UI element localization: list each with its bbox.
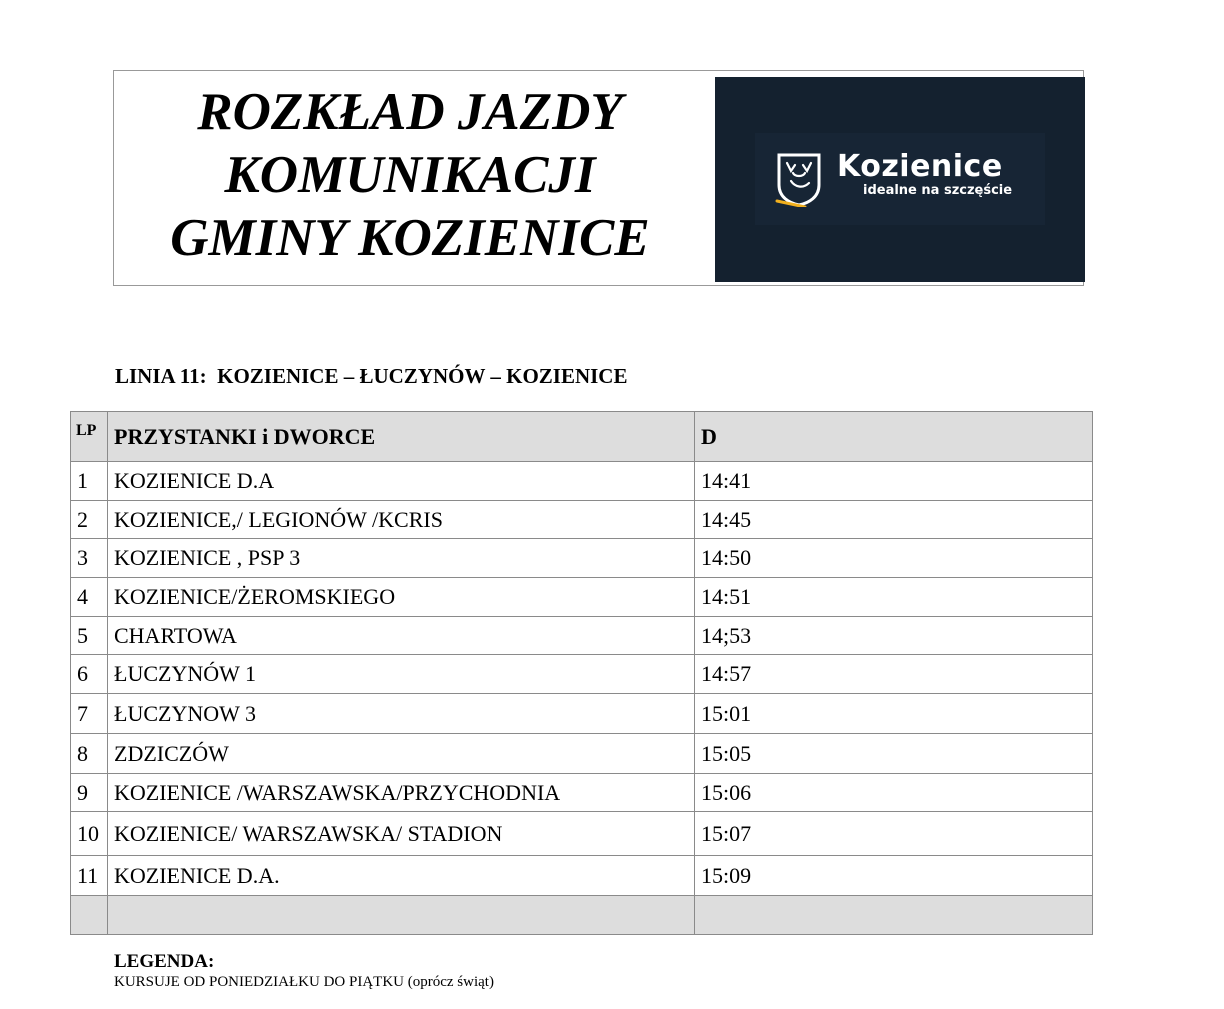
cell-time: 14:57: [695, 655, 1093, 694]
header-box: [113, 70, 1084, 286]
cell-stop: KOZIENICE/ WARSZAWSKA/ STADION: [108, 812, 695, 856]
cell-stop: KOZIENICE /WARSZAWSKA/PRZYCHODNIA: [108, 774, 695, 812]
cell-lp: 10: [71, 812, 108, 856]
page-title: [114, 81, 706, 270]
title-line-2: KOMUNIKACJI: [224, 146, 596, 204]
column-header-time: D: [695, 412, 1093, 462]
cell-stop: KOZIENICE/ŻEROMSKIEGO: [108, 578, 695, 617]
cell-time: 14;53: [695, 617, 1093, 655]
logo: [755, 133, 1045, 225]
legend-title: LEGENDA:: [114, 951, 215, 972]
schedule-table: [70, 411, 1093, 935]
cell-lp: 2: [71, 501, 108, 539]
title-line-3: GMINY KOZIENICE: [170, 209, 650, 267]
table-row: [71, 856, 1093, 896]
cell-lp: 1: [71, 462, 108, 501]
column-header-lp: LP: [71, 412, 108, 462]
table-row: [71, 578, 1093, 617]
cell-stop: CHARTOWA: [108, 617, 695, 655]
cell-stop: KOZIENICE D.A.: [108, 856, 695, 896]
cell-lp: 5: [71, 617, 108, 655]
logo-tagline: idealne na szczęście: [863, 183, 1013, 198]
table-header-row: [71, 412, 1093, 462]
cell-time: 14:45: [695, 501, 1093, 539]
cell-stop: ZDZICZÓW: [108, 734, 695, 774]
logo-panel: [715, 77, 1085, 282]
cell-lp: 4: [71, 578, 108, 617]
cell-stop: ŁUCZYNOW 3: [108, 694, 695, 734]
table-row: [71, 734, 1093, 774]
cell-time: 15:07: [695, 812, 1093, 856]
empty-cell: [108, 896, 695, 935]
table-row: [71, 617, 1093, 655]
cell-time: 15:09: [695, 856, 1093, 896]
table-row: [71, 501, 1093, 539]
table-row: [71, 539, 1093, 578]
table-row: [71, 655, 1093, 694]
table-row: [71, 694, 1093, 734]
empty-cell: [695, 896, 1093, 935]
cell-stop: KOZIENICE D.A: [108, 462, 695, 501]
column-header-stop: PRZYSTANKI i DWORCE: [108, 412, 695, 462]
cell-time: 15:06: [695, 774, 1093, 812]
cell-stop: ŁUCZYNÓW 1: [108, 655, 695, 694]
logo-brand-text: Kozienice: [837, 149, 1003, 184]
title-line-1: ROZKŁAD JAZDY: [197, 83, 623, 141]
cell-lp: 11: [71, 856, 108, 896]
table-footer-row: [71, 896, 1093, 935]
cell-lp: 6: [71, 655, 108, 694]
cell-lp: 8: [71, 734, 108, 774]
cell-time: 15:05: [695, 734, 1093, 774]
cell-lp: 7: [71, 694, 108, 734]
line-title: LINIA 11: KOZIENICE – ŁUCZYNÓW – KOZIENICE: [115, 364, 628, 388]
cell-time: 14:41: [695, 462, 1093, 501]
cell-time: 14:51: [695, 578, 1093, 617]
table-row: [71, 462, 1093, 501]
cell-lp: 3: [71, 539, 108, 578]
cell-stop: KOZIENICE , PSP 3: [108, 539, 695, 578]
cell-lp: 9: [71, 774, 108, 812]
cell-time: 14:50: [695, 539, 1093, 578]
cell-time: 15:01: [695, 694, 1093, 734]
deer-crest-icon: [775, 151, 823, 207]
cell-stop: KOZIENICE,/ LEGIONÓW /KCRIS: [108, 501, 695, 539]
table-row: [71, 812, 1093, 856]
table-row: [71, 774, 1093, 812]
legend-text: KURSUJE OD PONIEDZIAŁKU DO PIĄTKU (oprócz świąt): [114, 974, 494, 990]
empty-cell: [71, 896, 108, 935]
